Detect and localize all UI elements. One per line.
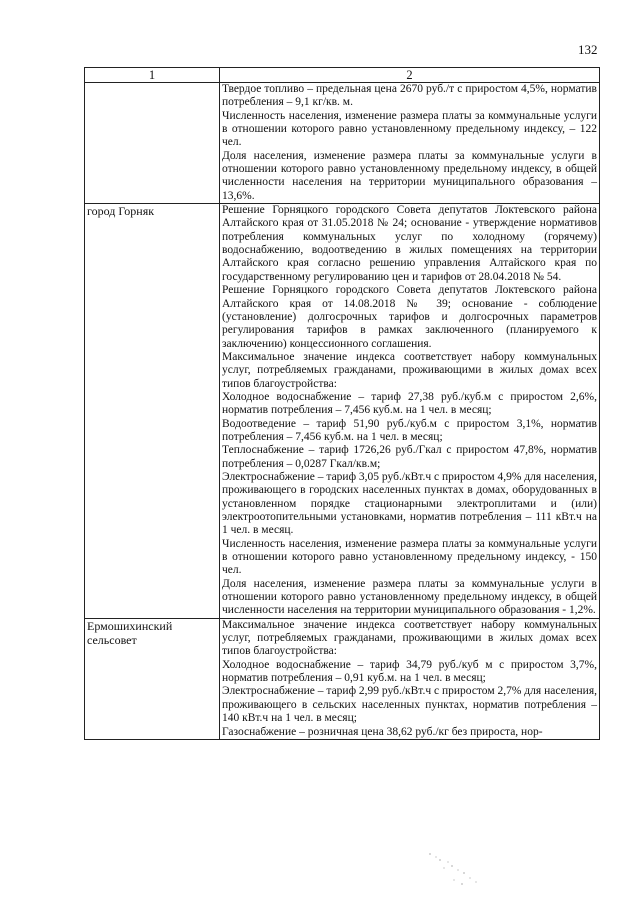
region-name: сельсовет [87,632,137,647]
region-name: Ермошихинский [87,618,173,633]
paragraph: Доля населения, изменение размера платы за коммунальные услуги в отношении которого равно установленному предельному индексу, в общей численности населения на территории муниципального образования – 13,6%. [222,149,597,202]
content-cell [220,83,600,204]
paragraph: Максимальное значение индекса соответствует набору коммунальных услуг, потребляемых гражданами, проживающими в жилых домах всех типов благоустройства: [222,618,597,658]
table-row [85,83,600,204]
paragraph: Электроснабжение – тариф 2,99 руб./кВт.ч с приростом 2,7% для населения, проживающего в сельских населенных пунктах, норматив потребления – 140 кВт.ч на 1 чел. в месяц; [222,685,597,725]
paragraph: Решение Горняцкого городского Совета депутатов Локтевского района Алтайского края от 31.05.2018 № 24; основание - утверждение нормативов потребления коммунальных услуг по холодному (горячему) водоснабжению, водоотведению в жилых помещениях на территории Алтайского края согласно решению управления Алтайского края по государственному регулированию цен и тарифов от 28.04.2018 № 54. [222,204,597,283]
table-header-row [85,68,600,83]
content-cell [220,204,600,619]
paragraph: Холодное водоснабжение – тариф 27,38 руб./куб.м с приростом 2,6%, норматив потребления – 7,456 куб.м. на 1 чел. в месяц; [222,390,597,417]
table-row [85,618,600,739]
content-cell [220,618,600,739]
paragraph: Электроснабжение – тариф 3,05 руб./кВт.ч с приростом 4,9% для населения, проживающего в городских населенных пунктах в домах, оборудованных в установленном порядке стационарными электроплитами и (или) электроотопительными установками, норматив потребления – 111 кВт.ч на 1 чел. в месяц. [222,470,597,537]
region-cell [85,204,220,619]
paragraph: Максимальное значение индекса соответствует набору коммунальных услуг, потребляемых гражданами, проживающими в жилых домах всех типов благоустройства: [222,350,597,390]
paragraph: Решение Горняцкого городского Совета депутатов Локтевского района Алтайского края от 14.08.2018 № 39; основание - соблюдение (установление) долгосрочных тарифов и долгосрочных параметров регулирования тарифов в рамках заключенного (планируемого к заключению) концессионного соглашения. [222,284,597,350]
paragraph: Доля населения, изменение размера платы за коммунальные услуги в отношении которого равно установленному предельному индексу, в общей численности населения на территории муниципального образования - 1,2%. [222,577,597,617]
paragraph: Численность населения, изменение размера платы за коммунальные услуги в отношении которого равно установленному предельному индексу, – 122 чел. [222,109,597,149]
paragraph: Численность населения, изменение размера платы за коммунальные услуги в отношении которого равно установленному предельному индексу, - 150 чел. [222,537,597,577]
paragraph: Теплоснабжение – тариф 1726,26 руб./Гкал с приростом 47,8%, норматив потребления – 0,0287 Гкал/кв.м; [222,444,597,470]
table-row [85,204,600,619]
paragraph: Водоотведение – тариф 51,90 руб./куб.м с приростом 3,1%, норматив потребления – 7,456 куб.м. на 1 чел. в месяц; [222,417,597,443]
paragraph: Твердое топливо – предельная цена 2670 руб./т с приростом 4,5%, норматив потребления – 9,1 кг/кв. м. [222,83,597,109]
region-cell [85,618,220,739]
paragraph: Газоснабжение – розничная цена 38,62 руб./кг без прироста, нор- [222,725,543,738]
column-header-1: 1 [85,68,220,83]
page-number: 132 [578,42,598,57]
scan-speckle [418,848,488,888]
region-name: город Горняк [87,204,155,219]
paragraph: Холодное водоснабжение – тариф 34,79 руб./куб м с приростом 3,7%, норматив потребления – 0,91 куб.м. на 1 чел. в месяц; [222,658,597,685]
tariff-table [84,67,600,740]
column-header-2: 2 [220,68,600,83]
region-cell [85,83,220,204]
